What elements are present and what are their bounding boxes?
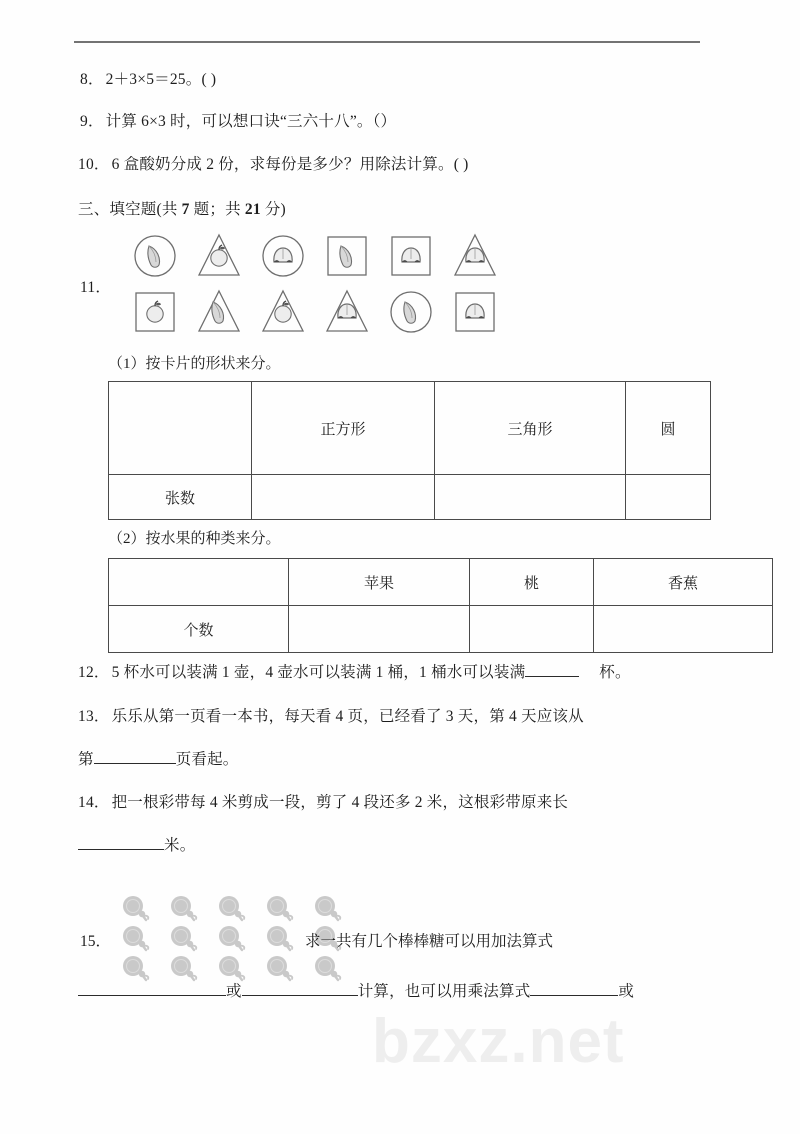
shape-table-cell-circle[interactable] bbox=[626, 475, 711, 520]
question-13-text-post: 页看起。 bbox=[175, 751, 239, 768]
fruit-table-header-peach: 桃 bbox=[470, 559, 594, 606]
question-15-text-mid3: 或 bbox=[618, 983, 635, 1000]
lollipop-icon bbox=[214, 924, 258, 954]
shape-table-header-blank bbox=[109, 382, 252, 475]
shape-count-table bbox=[108, 381, 711, 520]
table-row bbox=[109, 606, 773, 653]
card-row-1 bbox=[132, 232, 498, 278]
card-triangle-apple bbox=[260, 288, 306, 334]
card-triangle-apple bbox=[196, 232, 242, 278]
shape-table-header-triangle: 三角形 bbox=[435, 382, 626, 475]
card-square-peach bbox=[452, 288, 498, 334]
question-8-number: 8． bbox=[80, 71, 104, 88]
question-13-blank[interactable] bbox=[94, 763, 176, 764]
table-row bbox=[109, 475, 711, 520]
fruit-table-header-banana: 香蕉 bbox=[594, 559, 773, 606]
question-10 bbox=[78, 153, 469, 177]
question-9 bbox=[80, 110, 396, 134]
lollipop-icon bbox=[310, 894, 354, 924]
section-heading-middle: 题；共 bbox=[189, 201, 245, 218]
shape-table-cell-square[interactable] bbox=[252, 475, 435, 520]
fruit-count-table bbox=[108, 558, 773, 653]
section-heading-prefix: 三、填空题 bbox=[78, 201, 157, 218]
question-13-line1 bbox=[78, 705, 584, 729]
question-14-blank[interactable] bbox=[78, 849, 164, 850]
lollipop-icon bbox=[118, 894, 162, 924]
question-8 bbox=[80, 68, 216, 92]
question-8-text: 2＋3×5＝25。( ) bbox=[105, 71, 217, 88]
card-circle-peach bbox=[260, 232, 306, 278]
section-heading-paren-open: (共 bbox=[156, 201, 182, 218]
question-14-line2 bbox=[78, 834, 195, 858]
fruit-table-header-apple: 苹果 bbox=[289, 559, 470, 606]
question-14-line1 bbox=[78, 791, 568, 815]
lollipop-icon bbox=[262, 894, 306, 924]
shape-table-header-circle: 圆 bbox=[626, 382, 711, 475]
shape-table-cell-triangle[interactable] bbox=[435, 475, 626, 520]
table-row bbox=[109, 559, 773, 606]
section-score: 21 bbox=[244, 201, 261, 218]
fruit-table-cell-banana[interactable] bbox=[594, 606, 773, 653]
question-15-text-mid2: 计算，也可以用乘法算式 bbox=[357, 983, 531, 1000]
card-row-2 bbox=[132, 288, 498, 334]
lollipop-icon bbox=[214, 894, 258, 924]
question-11-sub2-label: （2）按水果的种类来分。 bbox=[108, 531, 281, 547]
question-12-number: 12． bbox=[78, 664, 110, 681]
question-12-blank[interactable] bbox=[525, 676, 579, 677]
lollipop-icon bbox=[118, 924, 162, 954]
question-12-text-part2: 杯。 bbox=[599, 664, 631, 681]
watermark-text: bzxz.net bbox=[372, 1007, 625, 1076]
card-square-apple bbox=[132, 288, 178, 334]
question-10-text: 6 盒酸奶分成 2 份，求每份是多少？用除法计算。( ) bbox=[111, 156, 469, 173]
card-circle-banana bbox=[388, 288, 434, 334]
fruit-table-cell-peach[interactable] bbox=[470, 606, 594, 653]
question-11-sub1-label: （1）按卡片的形状来分。 bbox=[108, 356, 281, 372]
lollipop-icon bbox=[166, 924, 210, 954]
shape-table-header-square: 正方形 bbox=[252, 382, 435, 475]
fruit-table-row-label: 个数 bbox=[109, 606, 289, 653]
question-14-number: 14． bbox=[78, 794, 110, 811]
question-13-text-pre: 第 bbox=[78, 751, 94, 768]
question-11-number: 11． bbox=[80, 279, 112, 296]
card-square-banana bbox=[324, 232, 370, 278]
question-15-line2 bbox=[78, 980, 634, 1004]
question-10-number: 10． bbox=[78, 156, 110, 173]
question-15-blank-2[interactable] bbox=[242, 995, 358, 996]
question-15-blank-3[interactable] bbox=[530, 995, 618, 996]
shape-table-row-label: 张数 bbox=[109, 475, 252, 520]
section-question-count: 7 bbox=[181, 201, 190, 218]
question-15-blank-1[interactable] bbox=[78, 995, 226, 996]
question-13-text-line1: 乐乐从第一页看一本书，每天看 4 页，已经看了 3 天，第 4 天应该从 bbox=[111, 708, 584, 725]
question-9-text: 计算 6×3 时，可以想口诀“三六十八”。（） bbox=[105, 113, 397, 130]
section-heading-fill-in-blank bbox=[78, 197, 286, 219]
card-triangle-banana bbox=[196, 288, 242, 334]
question-14-text-post: 米。 bbox=[164, 837, 196, 854]
lollipop-icon bbox=[166, 894, 210, 924]
question-15-text-mid1: 或 bbox=[226, 983, 242, 1000]
card-triangle-peach bbox=[452, 232, 498, 278]
card-circle-banana bbox=[132, 232, 178, 278]
question-13-line2 bbox=[78, 748, 239, 772]
fruit-table-header-blank bbox=[109, 559, 289, 606]
card-square-peach bbox=[388, 232, 434, 278]
question-12 bbox=[78, 661, 631, 685]
table-row bbox=[109, 382, 711, 475]
question-14-text-line1: 把一根彩带每 4 米剪成一段，剪了 4 段还多 2 米，这根彩带原来长 bbox=[111, 794, 569, 811]
section-heading-suffix: 分) bbox=[260, 201, 286, 218]
question-13-number: 13． bbox=[78, 708, 110, 725]
question-9-number: 9． bbox=[80, 113, 104, 130]
fruit-table-cell-apple[interactable] bbox=[289, 606, 470, 653]
question-11-number-wrap bbox=[80, 276, 111, 300]
lollipop-icon bbox=[262, 924, 306, 954]
card-triangle-peach bbox=[324, 288, 370, 334]
question-12-text-part1: 5 杯水可以装满 1 壶，4 壶水可以装满 1 桶，1 桶水可以装满 bbox=[111, 664, 526, 681]
header-divider bbox=[74, 41, 700, 43]
card-shapes-group bbox=[132, 232, 498, 334]
question-15-text: 求一共有几个棒棒糖可以用加法算式 bbox=[305, 933, 554, 950]
question-15-number: 15． bbox=[80, 933, 112, 950]
